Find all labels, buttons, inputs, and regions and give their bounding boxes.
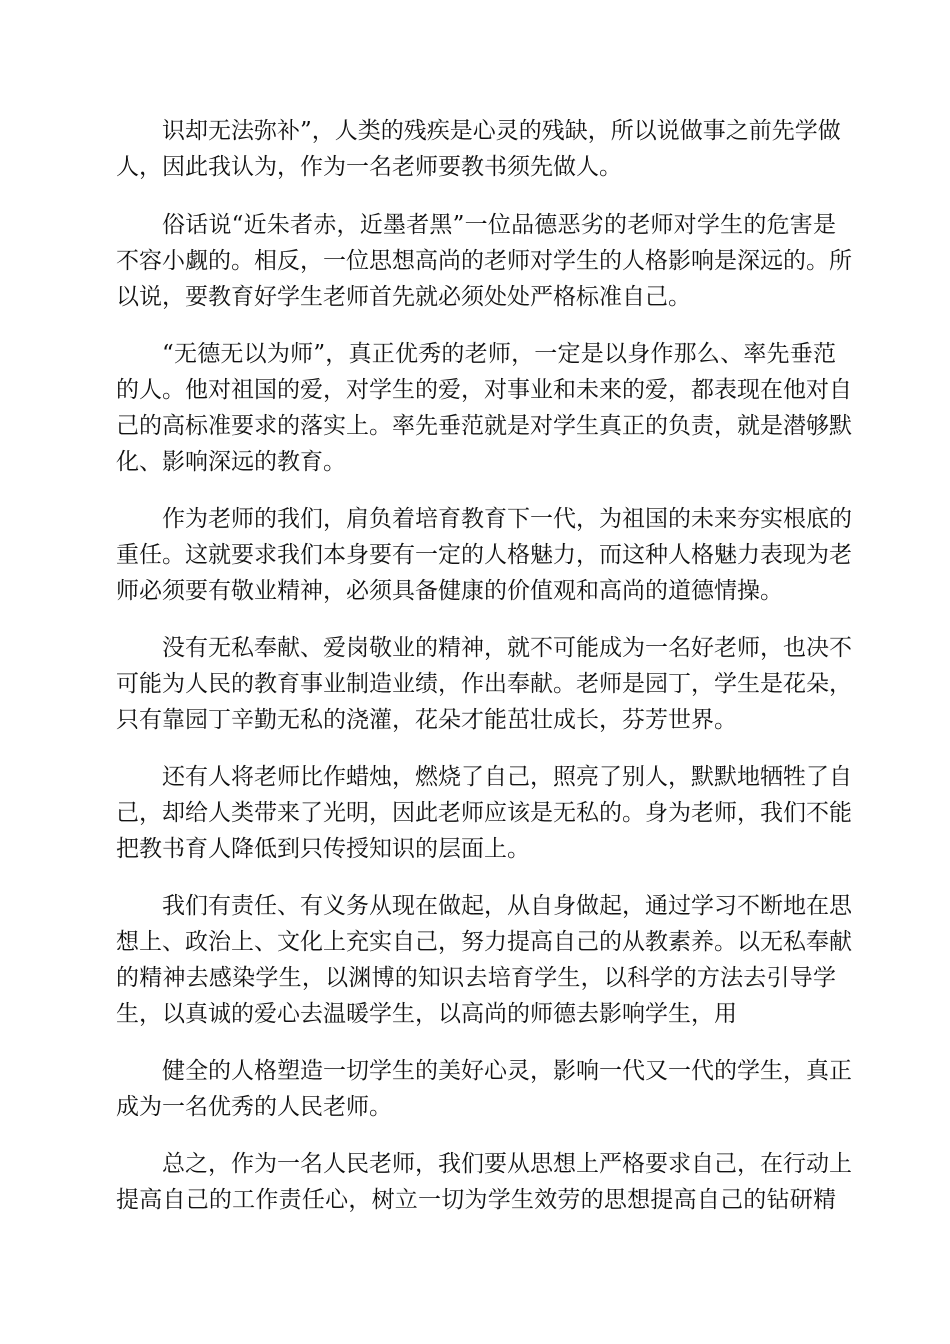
paragraph-line: 还有人将老师比作蜡烛，燃烧了自己，照亮了别人，默默地牺牲了自 <box>162 764 852 790</box>
paragraph-line: 只有靠园丁辛勤无私的浇灌，花朵才能茁壮成长，芬芳世界。 <box>116 707 737 733</box>
paragraph-line: 成为一名优秀的人民老师。 <box>116 1094 392 1120</box>
paragraph-line: 师必须要有敬业精神，必须具备健康的价值观和高尚的道德情操。 <box>116 578 783 604</box>
paragraph-line: 健全的人格塑造一切学生的美好心灵，影响一代又一代的学生，真正 <box>162 1058 852 1084</box>
paragraph-line: 提高自己的工作责任心，树立一切为学生效劳的思想提高自己的钻研精 <box>116 1187 836 1213</box>
paragraph-line: 作为老师的我们，肩负着培育教育下一代，为祖国的未来夯实根底的 <box>162 506 852 532</box>
paragraph-line: 的人。他对祖国的爱，对学生的爱，对事业和未来的爱，都表现在他对自 <box>116 377 852 403</box>
paragraph-line: 以说，要教育好学生老师首先就必须处处严格标准自己。 <box>116 284 691 310</box>
paragraph <box>116 759 852 867</box>
paragraph-line: 俗话说“近朱者赤，近墨者黑”一位品德恶劣的老师对学生的危害是 <box>162 212 836 238</box>
paragraph-line: 没有无私奉献、爱岗敬业的精神，就不可能成为一名好老师，也决不 <box>162 635 852 661</box>
paragraph <box>116 207 852 315</box>
document-body <box>116 113 852 1239</box>
paragraph <box>116 1146 852 1218</box>
paragraph-line: 把教书育人降低到只传授知识的层面上。 <box>116 836 530 862</box>
paragraph-line: 化、影响深远的教育。 <box>116 449 346 475</box>
paragraph-line: 己，却给人类带来了光明，因此老师应该是无私的。身为老师，我们不能 <box>116 800 852 826</box>
paragraph <box>116 113 841 185</box>
paragraph <box>116 888 852 1032</box>
paragraph-line: 想上、政治上、文化上充实自己，努力提高自己的从教素养。以无私奉献 <box>116 929 852 955</box>
paragraph-line: “无德无以为师”，真正优秀的老师，一定是以身作那么、率先垂范 <box>162 341 836 367</box>
paragraph <box>116 336 852 480</box>
paragraph-line: 重任。这就要求我们本身要有一定的人格魅力，而这种人格魅力表现为老 <box>116 542 852 568</box>
paragraph-line: 不容小觑的。相反，一位思想高尚的老师对学生的人格影响是深远的。所 <box>116 248 852 274</box>
paragraph-line: 的精神去感染学生，以渊博的知识去培育学生，以科学的方法去引导学 <box>116 965 836 991</box>
paragraph-line: 可能为人民的教育事业制造业绩，作出奉献。老师是园丁，学生是花朵， <box>116 671 852 697</box>
paragraph-line: 总之，作为一名人民老师，我们要从思想上严格要求自己，在行动上 <box>162 1151 852 1177</box>
paragraph-line: 生，以真诚的爱心去温暖学生，以高尚的师德去影响学生，用 <box>116 1001 737 1027</box>
paragraph-line: 我们有责任、有义务从现在做起，从自身做起，通过学习不断地在思 <box>162 893 852 919</box>
paragraph <box>116 1053 852 1125</box>
paragraph <box>116 630 852 738</box>
paragraph-line: 识却无法弥补”，人类的残疾是心灵的残缺，所以说做事之前先学做 <box>162 118 841 144</box>
paragraph <box>116 501 852 609</box>
paragraph-line: 己的高标准要求的落实上。率先垂范就是对学生真正的负责，就是潜够默 <box>116 413 852 439</box>
paragraph-line: 人，因此我认为，作为一名老师要教书须先做人。 <box>116 154 622 180</box>
